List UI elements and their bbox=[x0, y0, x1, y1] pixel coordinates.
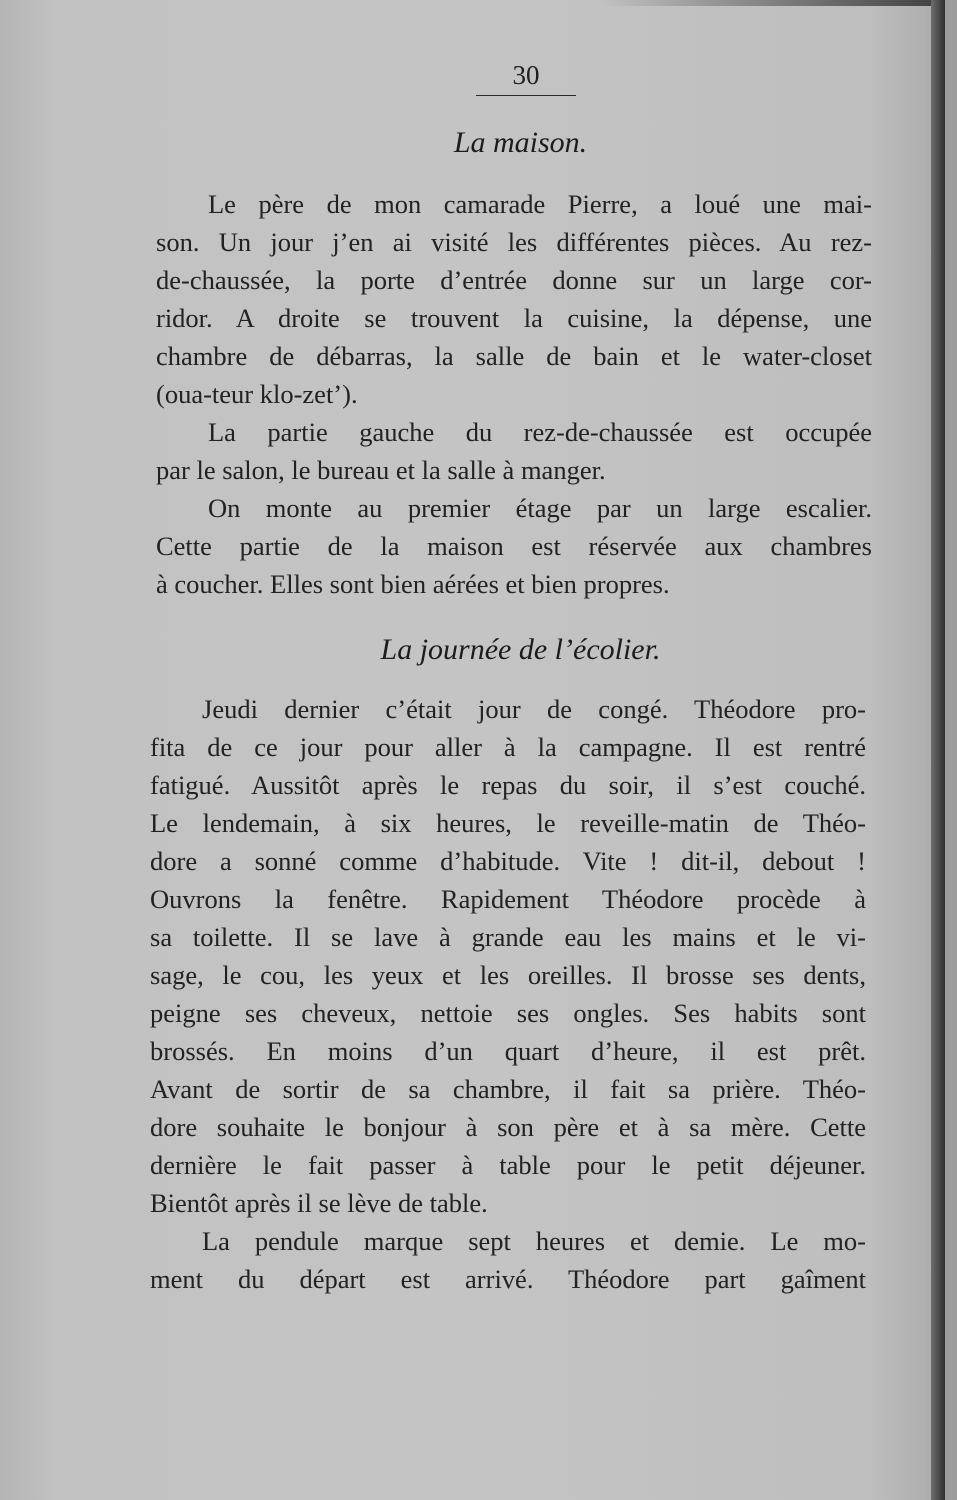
page-top-shadow bbox=[600, 0, 945, 6]
text-line: chambre de débarras, la salle de bain et le water-closet bbox=[156, 341, 872, 371]
text-line: peigne ses cheveux, nettoie ses ongles. Ses habits sont bbox=[150, 998, 866, 1028]
text-line: dore souhaite le bonjour à son père et à sa mère. Cette bbox=[150, 1112, 866, 1142]
text-line: La pendule marque sept heures et demie. Le mo- bbox=[202, 1226, 866, 1256]
text-line: fita de ce jour pour aller à la campagne. Il est rentré bbox=[150, 732, 866, 762]
text-line: Cette partie de la maison est réservée aux chambres bbox=[156, 531, 872, 561]
page-binding-edge bbox=[931, 0, 945, 1500]
section-la-maison bbox=[156, 185, 872, 603]
page-number: 30 bbox=[512, 60, 540, 90]
text-line: Le lendemain, à six heures, le reveille-matin de Théo- bbox=[150, 808, 866, 838]
text-line: dore a sonné comme d’habitude. Vite ! dit-il, debout ! bbox=[150, 846, 866, 876]
text-line: Avant de sortir de sa chambre, il fait sa prière. Théo- bbox=[150, 1074, 866, 1104]
text-line: fatigué. Aussitôt après le repas du soir, il s’est couché. bbox=[150, 770, 866, 800]
text-line: ment du départ est arrivé. Théodore part gaîment bbox=[150, 1264, 866, 1294]
text-line: dernière le fait passer à table pour le petit déjeuner. bbox=[150, 1150, 866, 1180]
section-heading-la-maison: La maison. bbox=[453, 126, 588, 159]
text-line: On monte au premier étage par un large escalier. bbox=[208, 493, 872, 523]
text-line: sa toilette. Il se lave à grande eau les mains et le vi- bbox=[150, 922, 866, 952]
text-line: Ouvrons la fenêtre. Rapidement Théodore procède à bbox=[150, 884, 866, 914]
text-line: Jeudi dernier c’était jour de congé. Théodore pro- bbox=[202, 694, 866, 724]
text-line: par le salon, le bureau et la salle à manger. bbox=[156, 455, 606, 485]
text-line: Bientôt après il se lève de table. bbox=[150, 1188, 488, 1218]
text-line: à coucher. Elles sont bien aérées et bien propres. bbox=[156, 569, 670, 599]
page-number-rule bbox=[476, 95, 576, 96]
section-la-journee-de-lecolier bbox=[150, 690, 866, 1298]
text-line: ridor. A droite se trouvent la cuisine, la dépense, une bbox=[156, 303, 872, 333]
text-line: Le père de mon camarade Pierre, a loué une mai- bbox=[208, 189, 872, 219]
text-line: (oua-teur klo-zet’). bbox=[156, 379, 358, 409]
section-heading-la-journee-de-lecolier: La journée de l’écolier. bbox=[380, 633, 661, 666]
text-line: de-chaussée, la porte d’entrée donne sur un large cor- bbox=[156, 265, 872, 295]
text-line: sage, le cou, les yeux et les oreilles. Il brosse ses dents, bbox=[150, 960, 866, 990]
text-line: son. Un jour j’en ai visité les différentes pièces. Au rez- bbox=[156, 227, 872, 257]
text-line: La partie gauche du rez-de-chaussée est occupée bbox=[208, 417, 872, 447]
text-line: brossés. En moins d’un quart d’heure, il est prêt. bbox=[150, 1036, 866, 1066]
